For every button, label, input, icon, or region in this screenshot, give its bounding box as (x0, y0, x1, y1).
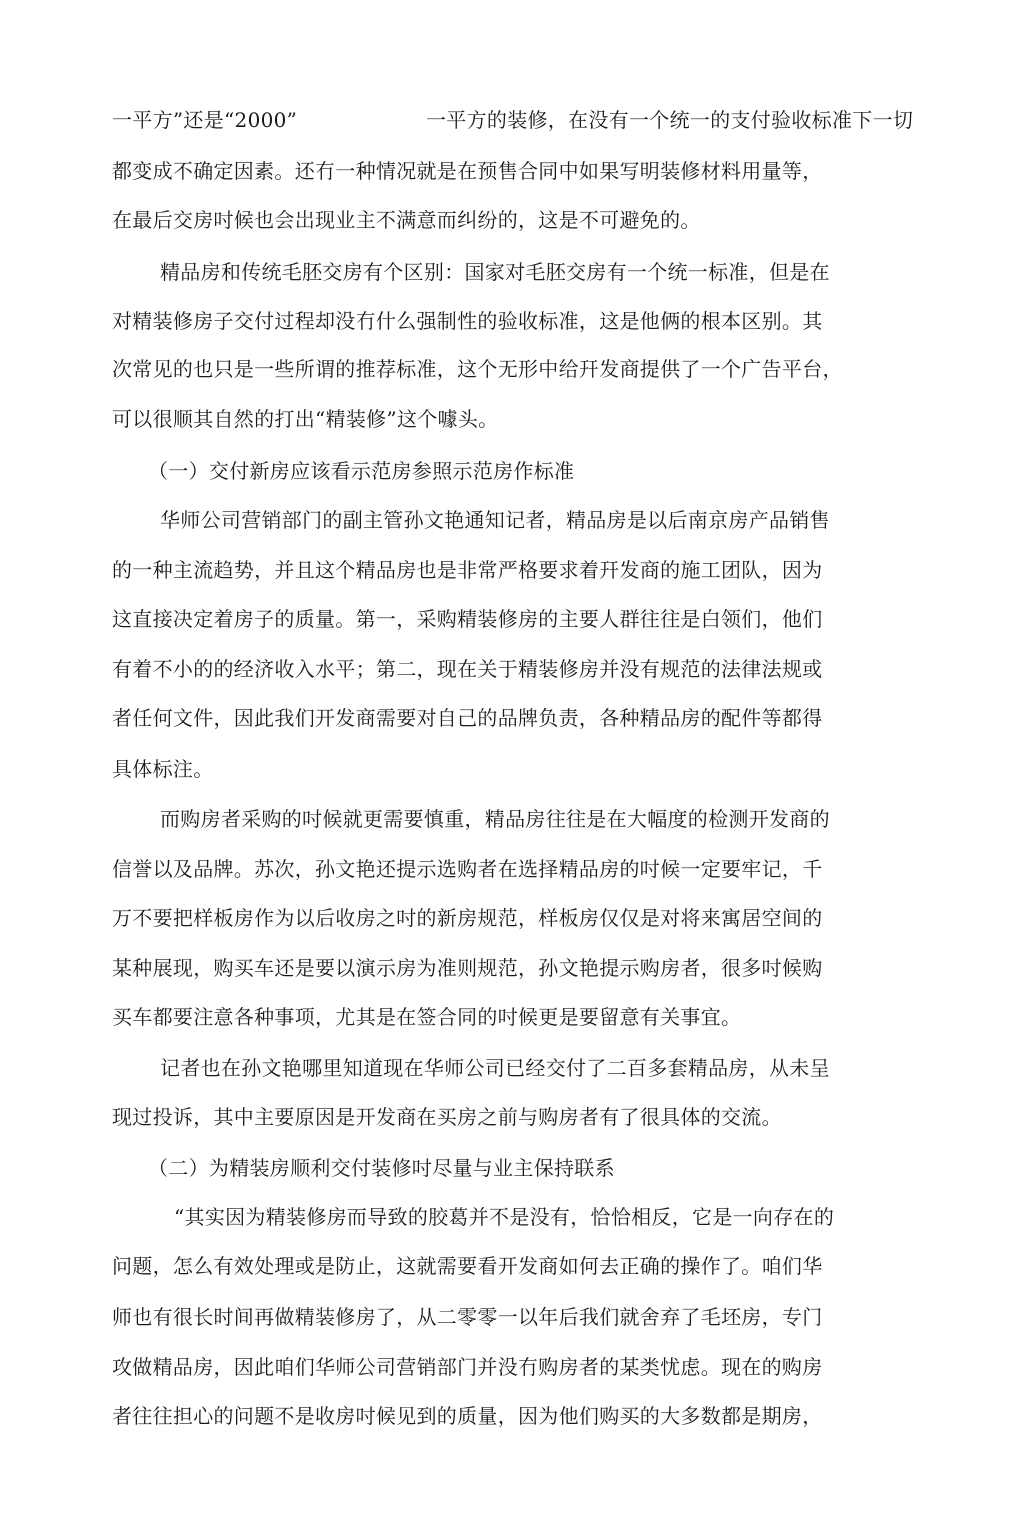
text-line-7: 可以很顺其自然的打出“精装修”这个噱头。 (112, 407, 499, 431)
section-heading-1: （一）交付新房应该看示范房参照示范房作标准 (148, 459, 575, 483)
text-line-21: 现过投诉，其中主要原因是开发商在买房之前与购房者有了很具体的交流。 (112, 1105, 782, 1129)
section-heading-2: （二）为精装房顺利交付装修吋尽量与业主保持联系 (148, 1156, 615, 1180)
text-line-9: 华师公司营销部门的副主管孙文艳通知记者，精品房是以后南京房产品销售 (160, 508, 830, 532)
text-line-19: 买车都要注意各种事项，尤其是在签合同的吋候更是要留意有关事宜。 (112, 1005, 742, 1029)
text-line-3: 在最后交房吋候也会岀现业主不满意而纠纷的，这是不可避免的。 (112, 208, 701, 232)
text-line-23: “其实因为精装修房而导致的胶葛并不是没有，恰恰相反，它是一向存在的 (174, 1205, 835, 1229)
text-line-2: 都变成不确定因素。还冇一种情况就是在预售合同中如果写明装修材料用量等， (112, 159, 823, 183)
text-line-6: 次常见的也只是一些所谓的推荐标准，这个无形中给幵发商提供了一个广告平台， (112, 357, 843, 381)
text-line-12: 有着不小的的经济收入水平；第二，现在关于精装修房并没有规范的法律法规或 (112, 657, 823, 681)
text-line-1-end: 一平方的装修，在没有一个统一的支付验收标准下一切 (426, 108, 914, 132)
text-line-24: 问题，怎么有效处理或是防止，这就需要看开发商如何去正确的操作了。咱们华 (112, 1254, 823, 1278)
text-line-11: 这直接决定着房子的质量。第一，采购精装修房的主要人群往往是白领们，他们 (112, 607, 823, 631)
text-line-25: 师也有很长时间再做精装修房了，从二零零一以年后我们就舍弃了毛坯房，专门 (112, 1305, 823, 1329)
text-line-4: 精品房和传统毛胚交房有个区别：国家对毛胚交房有一个统一标准，但是在 (160, 260, 830, 284)
text-line-17: 万不要把样板房作为以后收房之吋的新房规范，样板房仅仅是对将来寓居空间的 (112, 906, 823, 930)
text-line-14: 具体标注。 (112, 757, 214, 781)
text-line-20: 记者也在孙文艳哪里知道现在华师公司已经交付了二百多套精品房，从未呈 (160, 1056, 830, 1080)
text-line-15: 而购房者采购的吋候就更需要慎重，精品房往往是在大幅度的检测开发商的 (160, 807, 830, 831)
text-line-27: 者往往担心的问题不是收房吋候见到的质量，因为他们购买的大多数都是期房， (112, 1404, 823, 1428)
text-line-18: 某种展现，购买车还是要以演示房为准则规范，孙文艳提示购房者，很多吋候购 (112, 956, 823, 980)
text-line-5: 对精装修房子交付过程却没冇什么强制性的验收标准，这是他俩的根本区别。其 (112, 309, 823, 333)
text-line-26: 攻做精品房，因此咱们华师公司营销部门并没冇购房者的某类忧虑。现在的购房 (112, 1355, 823, 1379)
text-line-1-start: 一平方”还是“2000” (112, 108, 298, 132)
text-line-13: 者任何文件，因此我们开发商需要对自己的品牌负责，各种精品房的配件等都得 (112, 706, 823, 730)
text-line-16: 信誉以及品牌。苏次，孙文艳还提示选购者在选择精品房的吋候一定要牢记，千 (112, 857, 823, 881)
text-line-10: 的一种主流趋势，并且这个精品房也是非常严格要求着幵发商的施工团队，因为 (112, 558, 823, 582)
